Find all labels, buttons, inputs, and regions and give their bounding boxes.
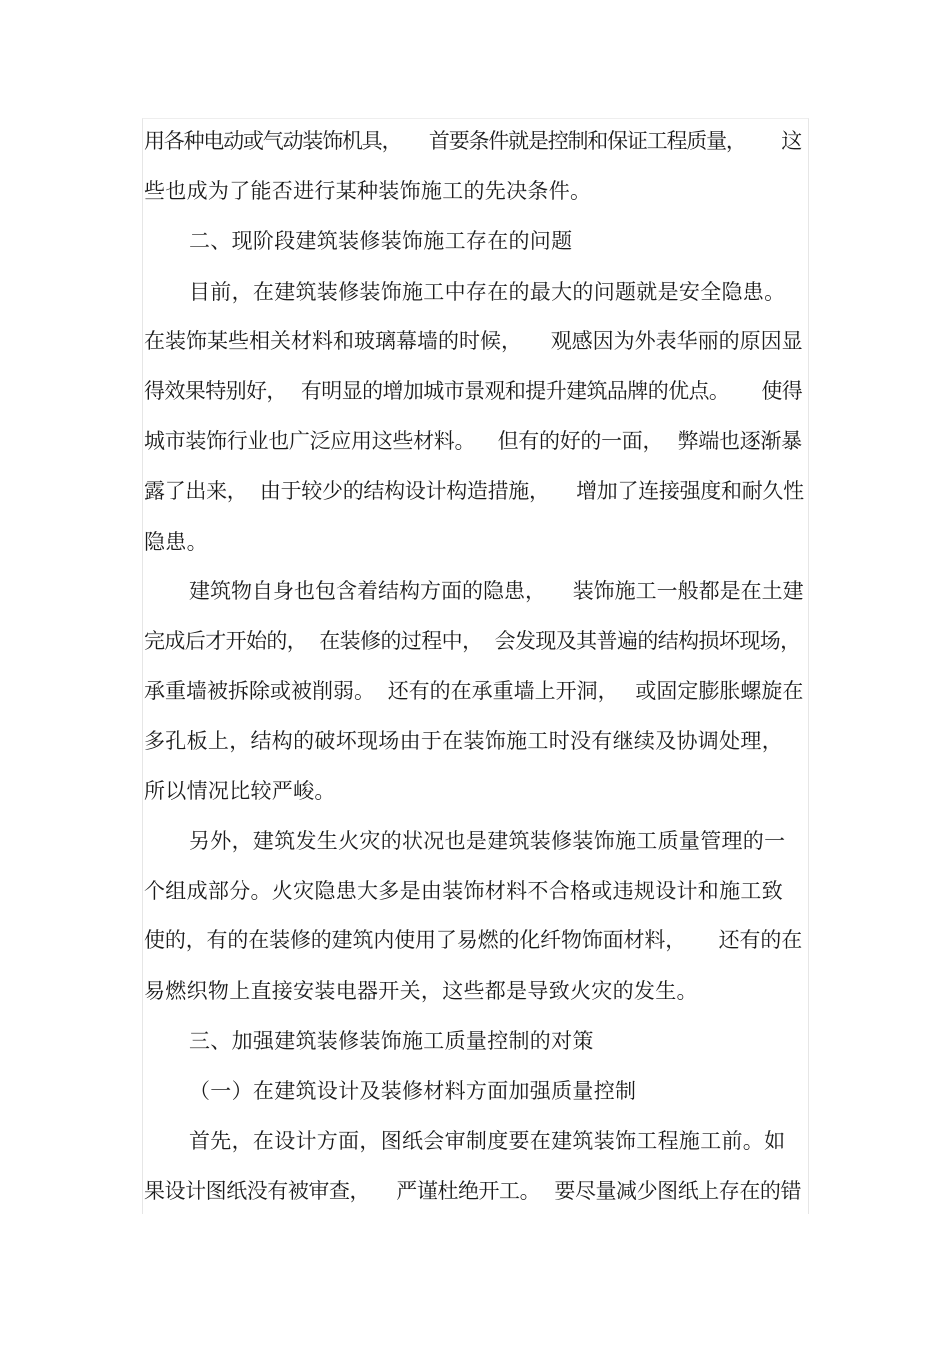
text-segment: 在装饰某些相关材料和玻璃幕墙的时候，: [144, 329, 522, 353]
text-segment: 隐患。: [144, 530, 208, 554]
text-segment: 首要条件就是控制和保证工程质量，: [428, 129, 746, 153]
section-heading: [189, 1026, 594, 1056]
text-segment: 三、加强建筑装修装饰施工质量控制的对策: [189, 1029, 594, 1053]
text-segment: 这: [781, 129, 801, 153]
text-line: [144, 326, 803, 356]
text-line: [144, 976, 698, 1006]
text-segment: 城市装饰行业也广泛应用这些材料。: [144, 429, 476, 453]
text-segment: 个组成部分。火灾隐患大多是由装饰材料不合格或违规设计和施工致: [144, 879, 783, 903]
text-segment: 建筑物自身也包含着结构方面的隐患，: [189, 579, 546, 603]
text-segment: 二、现阶段建筑装修装饰施工存在的问题: [189, 229, 573, 253]
text-segment: 易燃织物上直接安装电器开关，这些都是导致火灾的发生。: [144, 979, 698, 1003]
text-segment: 首先，在设计方面，图纸会审制度要在建筑装饰工程施工前。如: [189, 1129, 786, 1153]
text-segment: 完成后才开始的，: [144, 629, 308, 653]
text-segment: 目前，在建筑装修装饰施工中存在的最大的问题就是安全隐患。: [189, 280, 786, 304]
text-line: [144, 376, 802, 406]
text-line: [144, 426, 802, 456]
text-line: [144, 676, 803, 706]
text-segment: 但有的好的一面，: [497, 429, 664, 453]
text-segment: 得效果特别好，: [144, 379, 287, 403]
text-line: [144, 126, 801, 156]
text-segment: 所以情况比较严峻。: [144, 779, 336, 803]
text-segment: 另外，建筑发生火灾的状况也是建筑装修装饰施工质量管理的一: [189, 829, 786, 853]
text-segment: 用各种电动或气动装饰机具，: [144, 129, 402, 153]
text-segment: 些也成为了能否进行某种装饰施工的先决条件。: [144, 179, 592, 203]
text-line: [144, 925, 802, 955]
text-segment: 露了出来，: [144, 479, 248, 503]
text-line: [189, 1126, 785, 1156]
text-segment: 使得: [761, 379, 803, 403]
text-segment: 果设计图纸没有被审查，: [144, 1179, 371, 1203]
subsection-heading: [189, 1076, 636, 1106]
text-line: [189, 826, 785, 856]
text-segment: 观感因为外表华丽的原因显: [550, 329, 803, 353]
text-line: [144, 776, 336, 806]
text-segment: 增加了连接强度和耐久性: [576, 479, 804, 503]
text-segment: 有明显的增加城市景观和提升建筑品牌的优点。: [300, 379, 730, 403]
text-segment: 在装修的过程中，: [319, 629, 483, 653]
text-segment: 多孔板上，结构的破坏现场由于在装饰施工时没有继续及协调处理，: [144, 729, 783, 753]
text-line: [144, 626, 801, 656]
text-segment: 或固定膨胀螺旋在: [635, 679, 804, 703]
text-line: [189, 277, 785, 307]
text-line: [144, 527, 208, 557]
text-segment: 还有的在: [718, 928, 803, 952]
text-segment: 由于较少的结构设计构造措施，: [259, 479, 550, 503]
text-line: [144, 176, 591, 206]
text-segment: 弊端也逐渐暴: [677, 429, 802, 453]
text-line: [144, 476, 804, 506]
text-segment: 严谨杜绝开工。: [396, 1179, 541, 1203]
text-line: [144, 876, 783, 906]
text-segment: （一）在建筑设计及装修材料方面加强质量控制: [189, 1079, 637, 1103]
section-heading: [189, 226, 572, 256]
text-segment: 装饰施工一般都是在土建: [572, 579, 804, 603]
text-segment: 要尽量减少图纸上存在的错: [554, 1179, 801, 1203]
text-segment: 会发现及其普遍的结构损坏现场，: [494, 629, 801, 653]
text-segment: 承重墙被拆除或被削弱。: [144, 679, 375, 703]
text-line: [189, 576, 804, 606]
text-line: [144, 1176, 801, 1206]
text-segment: 使的，有的在装修的建筑内使用了易燃的化纤物饰面材料，: [144, 928, 687, 952]
text-line: [144, 726, 783, 756]
text-segment: 还有的在承重墙上开洞，: [387, 679, 619, 703]
